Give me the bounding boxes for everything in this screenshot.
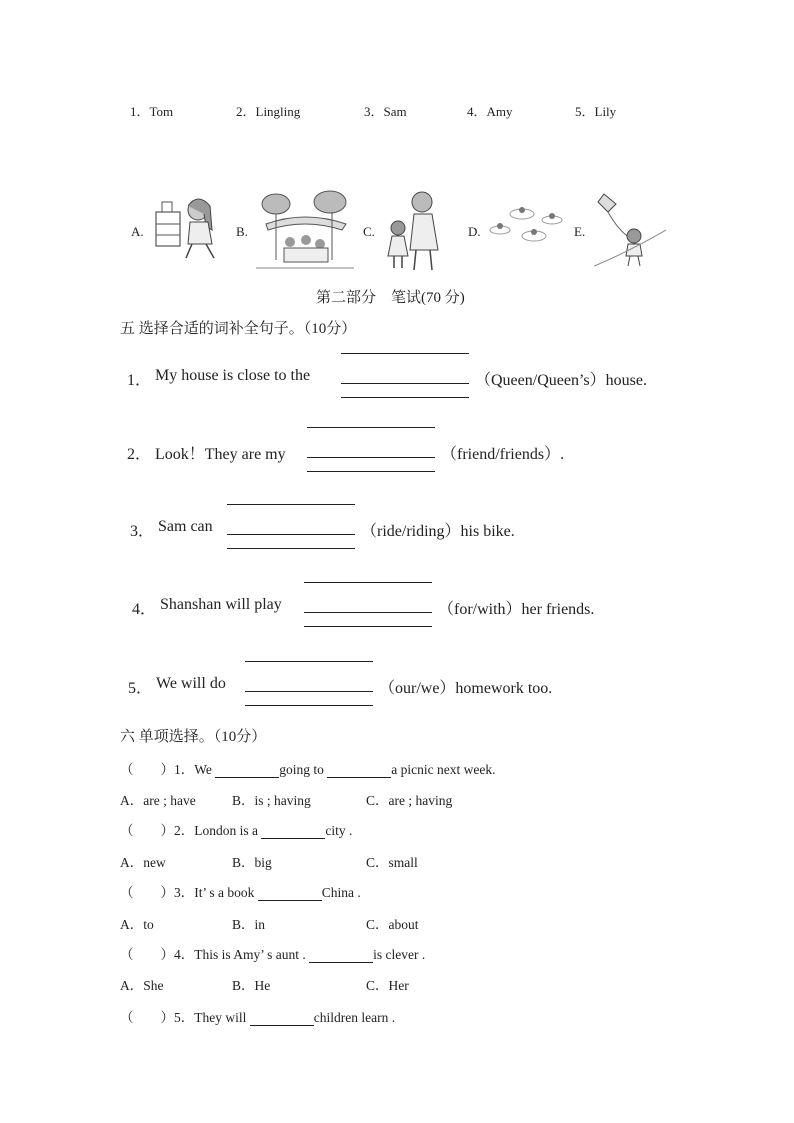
s6-q4-option-b[interactable]: B．He <box>232 978 271 993</box>
s5-q3-text-before: Sam can <box>158 518 213 535</box>
s6-q4-paren: （ ）4． <box>120 947 195 962</box>
s6-q1-paren: （ ）1． <box>120 762 195 777</box>
listening-name-5: 5．Lily <box>575 104 617 119</box>
s6-q1-part-3: a picnic next week. <box>391 762 496 777</box>
picture-d-swimming <box>488 190 564 250</box>
s6-q4-part-1: This is Amy’ s aunt . <box>194 947 310 962</box>
s5-q2-number: 2． <box>127 446 152 463</box>
s6-q2-option-a[interactable]: A．new <box>120 855 166 870</box>
picture-a-girl-at-desk <box>152 190 222 262</box>
listening-name-4: 4．Amy <box>467 104 513 119</box>
s5-q1-text-before: My house is close to the <box>155 367 311 384</box>
s6-q3-option-b[interactable]: B．in <box>232 917 266 932</box>
picture-e-kite <box>594 190 666 270</box>
s6-q1-blank-2[interactable] <box>327 763 391 778</box>
s6-q3-paren: （ ）3． <box>120 885 195 900</box>
s6-q5-paren: （ ）5． <box>120 1010 195 1025</box>
picture-label-b: B. <box>236 224 248 239</box>
s5-q5-number: 5． <box>128 680 153 697</box>
picture-label-c: C. <box>363 224 375 239</box>
s6-q2-part-1: London is a <box>194 823 262 838</box>
picture-label-d: D. <box>468 224 481 239</box>
s6-q3-part-2: China . <box>321 885 361 900</box>
s6-q4-part-2: is clever . <box>373 947 426 962</box>
s6-q1-option-a[interactable]: A．are ; have <box>120 793 196 808</box>
s6-q2-stem <box>120 819 352 839</box>
s6-q1-option-c[interactable]: C．are ; having <box>366 793 453 808</box>
s5-q1-text-after: （Queen/Queen’s）house. <box>475 372 647 389</box>
s6-q2-part-2: city . <box>325 823 353 838</box>
s6-q1-part-2: going to <box>279 762 328 777</box>
section6-title: 六 单项选择。（10分） <box>120 729 267 745</box>
s6-q5-stem <box>120 1006 395 1026</box>
picture-c-girl-and-woman <box>384 190 442 272</box>
s6-q5-part-1: They will <box>194 1010 250 1025</box>
s5-q4-number: 4． <box>132 601 157 618</box>
picture-b-picnic <box>256 190 354 274</box>
picture-label-a: A. <box>131 224 144 239</box>
s5-q3-number: 3． <box>130 523 155 540</box>
s6-q4-option-c[interactable]: C．Her <box>366 978 409 993</box>
s6-q2-blank-1[interactable] <box>261 824 325 839</box>
s6-q4-blank-1[interactable] <box>309 948 373 963</box>
s5-q1-number: 1． <box>127 372 152 389</box>
listening-name-2: 2．Lingling <box>236 104 301 119</box>
s5-q5-text-after: （our/we）homework too. <box>379 680 553 697</box>
s6-q1-blank-1[interactable] <box>215 763 279 778</box>
s6-q3-blank-1[interactable] <box>258 886 322 901</box>
s6-q1-part-1: We <box>194 762 216 777</box>
s6-q4-option-a[interactable]: A．She <box>120 978 164 993</box>
s6-q5-blank-1[interactable] <box>250 1011 314 1026</box>
s6-q3-stem <box>120 881 361 901</box>
s5-q2-text-after: （friend/friends）. <box>441 446 565 463</box>
listening-name-1: 1．Tom <box>130 104 174 119</box>
picture-label-e: E. <box>574 224 586 239</box>
s6-q1-stem <box>120 758 496 778</box>
section5-title: 五 选择合适的词补全句子。（10分） <box>120 321 357 337</box>
part-two-title: 第二部分 笔试(70 分) <box>316 290 465 306</box>
s6-q3-part-1: It’ s a book <box>194 885 258 900</box>
s6-q3-option-a[interactable]: A．to <box>120 917 154 932</box>
s5-q2-text-before: Look！They are my <box>155 446 286 463</box>
s6-q3-option-c[interactable]: C．about <box>366 917 419 932</box>
s5-q4-text-after: （for/with）her friends. <box>438 601 595 618</box>
s6-q2-paren: （ ）2． <box>120 823 195 838</box>
s5-q5-text-before: We will do <box>156 675 226 692</box>
s6-q1-option-b[interactable]: B．is ; having <box>232 793 311 808</box>
s6-q2-option-b[interactable]: B．big <box>232 855 272 870</box>
listening-name-3: 3．Sam <box>364 104 407 119</box>
s6-q2-option-c[interactable]: C．small <box>366 855 418 870</box>
s6-q5-part-2: children learn . <box>313 1010 396 1025</box>
s5-q4-text-before: Shanshan will play <box>160 596 282 613</box>
s5-q3-text-after: （ride/riding）his bike. <box>361 523 515 540</box>
s6-q4-stem <box>120 943 425 963</box>
